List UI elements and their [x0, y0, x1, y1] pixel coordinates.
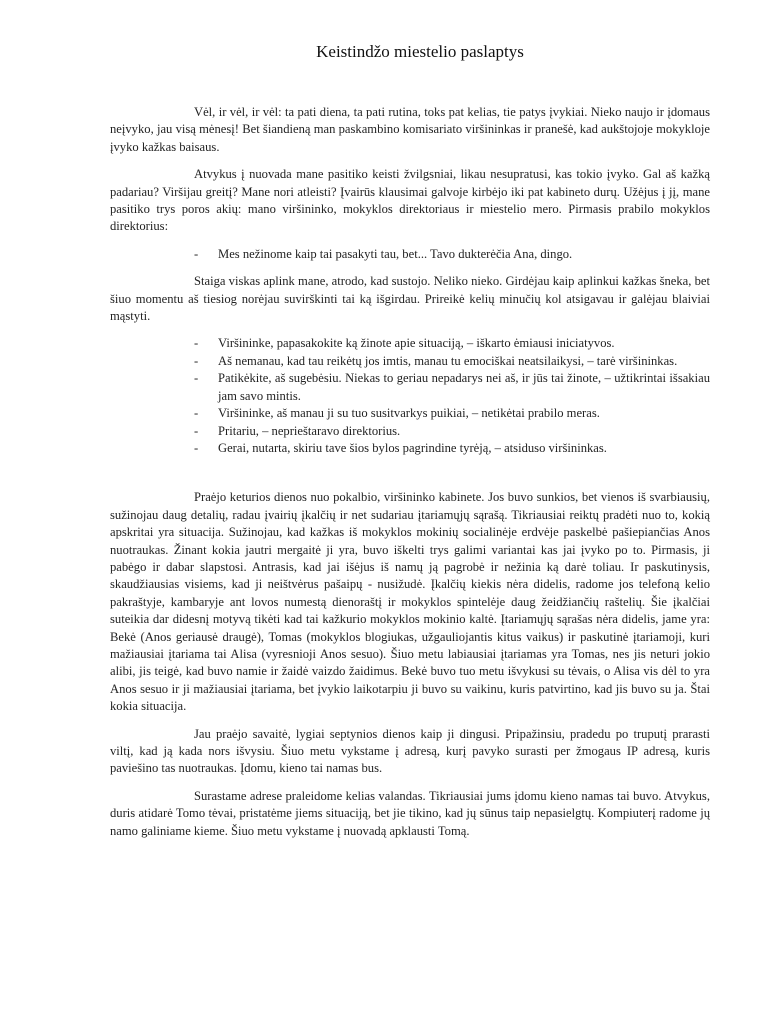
dialog-text: Patikėkite, aš sugebėsiu. Niekas to geriau nepadarys nei aš, ir jūs tai žinote, – užtikrintai išsakiau jam savo mintis. — [218, 371, 710, 403]
dash-bullet: - — [194, 423, 199, 438]
paragraph-end-1: Praėjo keturios dienos nuo pokalbio, viršininko kabinete. Jos buvo sunkios, bet vienos iš svarbiausių, sužinojau daug detalių, radau įvairių įkalčių ir net sudariau įtariamųjų sąrašą. Tikriausiai reiktų pradėti nuo to, kokią apskritai yra situacija. Sužinojau, kad kažkas iš mokyklos mokinių socialinėje erdvėje paskelbė pašiepiančias Anos nuotraukas. Žinant kokia jautri mergaitė ji yra, buvo iškelti trys galimi variantai kas jai įvyko po to. Pirmasis, ji pabėgo ir dabar slapstosi. Antrasis, kad jai išėjus iš namų ją pagrobė ir nežinia ką darė toliau. Ir paskutinysis, skaudžiausias visiems, kad ji neištvėrus pašaipų - nusižudė. Įkalčių kiekis nėra didelis, radome jos telefoną kelio pakraštyje, kambaryje ant lovos numestą dienoraštį ir mokyklos spintelėje daug žeidžiančių raštelių. Šie įkalčiai suteikia dar didesnį motyvą tikėti kad tai kažkurio mokyklos mokinio kaltė. Įtariamųjų sąrašas nėra didelis, jame yra: Bekė (Anos geriausė draugė), Tomas (mokyklos blogiukas, užgauliojantis kitus vaikus) ir paskutinė įtariamoji, kuri mažiausiai įtariama tai Alisa (vyresnioji Anos sesuo). Šiuo metu labiausiai įtariamas yra Tomas, nes jis neturi jokio alibi, jis teigė, kad buvo namie ir žaidė vaizdo žaidimus. Bekė buvo tuo metu išvykusi su tėvais, o Alisa vis dėl to yra Anos sesuo ir ji mažiausiai įtariama, bet įvykio laikotarpiu ji buvo su vaikinu, kuris patvirtino, kad jis buvo su ja. Štai kokia situacija. — [110, 490, 710, 714]
dash-bullet: - — [194, 353, 199, 368]
section-gap — [110, 467, 710, 489]
dialog-list-1 — [110, 246, 710, 263]
dialog-line — [194, 335, 710, 352]
dash-bullet: - — [194, 246, 199, 261]
dialog-line — [194, 246, 710, 263]
dialog-text: Mes nežinome kaip tai pasakyti tau, bet... Tavo dukterėčia Ana, dingo. — [218, 246, 573, 261]
dialog-line — [194, 370, 710, 405]
dialog-line — [194, 405, 710, 422]
dialog-list-2 — [110, 335, 710, 457]
dash-bullet: - — [194, 371, 199, 386]
dash-bullet: - — [194, 440, 199, 455]
dialog-text: Viršininke, aš manau ji su tuo susitvarkys puikiai, – netikėtai prabilo meras. — [218, 406, 600, 421]
dialog-text: Gerai, nutarta, skiriu tave šios bylos pagrindine tyrėją, – atsiduso viršininkas. — [218, 440, 607, 455]
paragraph-end-2: Jau praėjo savaitė, lygiai septynios dienos kaip ji dingusi. Pripažinsiu, pradedu po truputį prarasti viltį, kad ją kada nors išvysiu. Šiuo metu vykstame į adresą, kurį pavyko surasti per žmogaus IP adresą, kuris paviešino tas nuotraukas. Įdomu, kieno tai namas bus. — [110, 726, 710, 776]
dash-bullet: - — [194, 336, 199, 351]
dialog-line — [194, 440, 710, 457]
paragraph-middle: Staiga viskas aplink mane, atrodo, kad sustojo. Neliko nieko. Girdėjau kaip aplinkui kažkas šneka, bet šiuo momentu aš tiesiog norėjau suvirškinti tai ką išgirdau. Prireikė kelių minučių kol atsigavau ir galėjau blaiviai mąstyti. — [110, 274, 710, 324]
dialog-text: Pritariu, – neprieštaravo direktorius. — [218, 423, 401, 438]
paragraph-intro-1: Vėl, ir vėl, ir vėl: ta pati diena, ta pati rutina, toks pat kelias, tie patys įvykiai. Nieko naujo ir įdomaus neįvyko, jau visą mėnesį! Bet šiandieną man paskambino komisariato viršininkas ir pranešė, kad aukštojoje mokykloje įvyko kažkas baisaus. — [110, 105, 710, 154]
dialog-line — [194, 423, 710, 440]
dialog-text: Viršininke, papasakokite ką žinote apie situaciją, – iškarto ėmiausi iniciatyvos. — [218, 336, 615, 351]
paragraph-intro-2: Atvykus į nuovada mane pasitiko keisti žvilgsniai, likau nesupratusi, kas tokio įvyko. Gal aš kažką padariau? Viršijau greitį? Mane nori atleisti? Įvairūs klausimai galvoje kirbėjo iki pat kabineto durų. Užėjus į jį, mane pasitiko trys poros akių: mano viršininko, mokyklos direktoriaus ir miestelio mero. Pirmasis prabilo mokyklos direktorius: — [110, 167, 710, 234]
dialog-text: Aš nemanau, kad tau reikėtų jos imtis, manau tu emociškai neatsilaikysi, – tarė viršininkas. — [218, 353, 678, 368]
dash-bullet: - — [194, 406, 199, 421]
document-title: Keistindžo miestelio paslaptys — [316, 42, 524, 61]
dialog-line — [194, 353, 710, 370]
paragraph-end-3: Surastame adrese praleidome kelias valandas. Tikriausiai jums įdomu kieno namas tai buvo. Atvykus, duris atidarė Tomo tėvai, pristatėme jiems situaciją, bet jie tikino, kad jų sūnus taip nepasielgtų. Kompiuterį radome jų namo galiniame kieme. Šiuo metu vykstame į nuovadą apklausti Tomą. — [110, 788, 710, 838]
